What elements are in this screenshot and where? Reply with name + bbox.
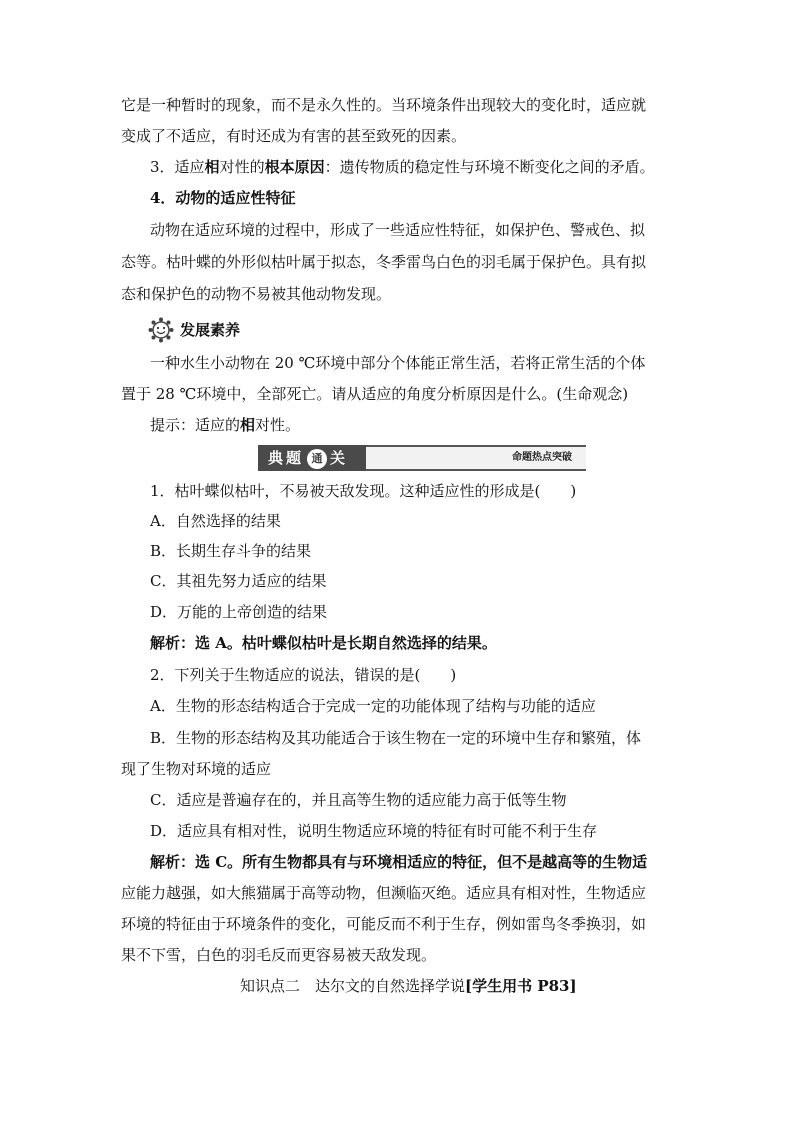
banner-title: [258, 445, 366, 471]
text-line: 它是一种暂时的现象，而不是永久性的。当环境条件出现较大的变化时，适应就: [121, 96, 647, 114]
bold-span: 相: [204, 158, 220, 176]
text-line: [150, 157, 655, 177]
answer: 解析：选 C。所有生物都具有与环境相适应的特征，但不是越高等的生物适: [150, 853, 648, 871]
option: D．万能的上帝创造的结果: [150, 603, 328, 621]
option: B．生物的形态结构及其功能适合于该生物在一定的环境中生存和繁殖，体: [150, 729, 642, 747]
option: C．其祖先努力适应的结果: [150, 572, 327, 590]
text-span: 对性的: [219, 158, 265, 176]
banner-text: 关: [330, 449, 349, 467]
answer: 应能力越强，如大熊猫属于高等动物，但濒临灭绝。适应具有相对性，生物适应: [121, 884, 647, 902]
answer: 解析：选 A。枯叶蝶似枯叶是长期自然选择的结果。: [150, 634, 497, 652]
answer: 环境的特征由于环境条件的变化，可能反而不利于生存，例如雷鸟冬季换羽，如: [121, 915, 647, 933]
text-span: 3．适应: [150, 158, 205, 176]
banner-text: 典题: [268, 449, 305, 467]
text-line: 置于 28 ℃环境中，全部死亡。请从适应的角度分析原因是什么。(生命观念): [121, 385, 629, 403]
banner-circle: 通: [307, 449, 327, 469]
text-line: 态等。枯叶蝶的外形似枯叶属于拟态，冬季雷鸟白色的羽毛属于保护色。具有拟: [121, 253, 647, 271]
smiley-sun-icon: [148, 317, 174, 343]
option: A．自然选择的结果: [150, 512, 281, 530]
text-span: 对性。: [255, 416, 301, 434]
banner-subtitle: 命题热点突破: [512, 452, 572, 463]
text-span: 提示：适应的: [150, 416, 241, 434]
text-span: ：遗传物质的稳定性与环境不断变化之间的矛盾。: [324, 158, 655, 176]
section-title-text: 知识点二 达尔文的自然选择学说: [240, 977, 466, 995]
text-line: [150, 415, 300, 435]
option: A．生物的形态结构适合于完成一定的功能体现了结构与功能的适应: [150, 697, 596, 715]
development-heading: 发展素养: [180, 321, 241, 339]
text-line: 动物在适应环境的过程中，形成了一些适应性特征，如保护色、警戒色、拟: [150, 221, 646, 239]
subheading: 4．动物的适应性特征: [150, 189, 296, 207]
option: C．适应是普遍存在的，并且高等生物的适应能力高于低等生物: [150, 791, 567, 809]
option: B．长期生存斗争的结果: [150, 542, 312, 560]
option: 现了生物对环境的适应: [121, 760, 272, 778]
question-stem: 1．枯叶蝶似枯叶，不易被天敌发现。这种适应性的形成是( ): [150, 482, 577, 500]
section-ref: [学生用书 P83]: [465, 977, 577, 995]
text-line: 一种水生小动物在 20 ℃环境中部分个体能正常生活，若将正常生活的个体: [150, 354, 646, 372]
question-stem: 2．下列关于生物适应的说法，错误的是( ): [150, 666, 457, 684]
bold-span: 相: [240, 416, 256, 434]
answer: 果不下雪，白色的羽毛反而更容易被天敌发现。: [121, 946, 437, 964]
section-banner: [258, 445, 586, 471]
text-line: 态和保护色的动物不易被其他动物发现。: [121, 285, 392, 303]
section-title: [240, 976, 577, 996]
option: D．适应具有相对性，说明生物适应环境的特征有时可能不利于生存: [150, 822, 598, 840]
bold-span: 根本原因: [264, 158, 325, 176]
text-line: 变成了不适应，有时还成为有害的甚至致死的因素。: [121, 127, 467, 145]
